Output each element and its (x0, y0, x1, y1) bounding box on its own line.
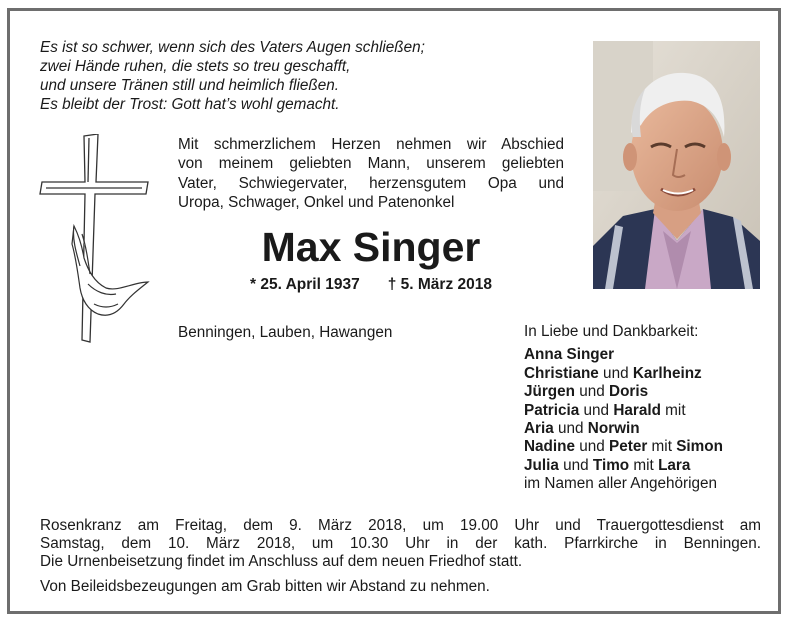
mourner-name: Doris (609, 383, 649, 401)
condolence-note: Von Beileidsbezeugungen am Grab bitten wir Abstand zu nehmen. (40, 578, 490, 595)
mourner-name: Karlheinz (632, 364, 702, 382)
birth-date: * 25. April 1937 (250, 276, 360, 293)
intro-line: Uropa, Schwager, Onkel und Patenonkel (178, 193, 455, 211)
mourner-connector: mit (647, 438, 677, 456)
mourner-connector: im Namen aller Angehörigen (524, 475, 718, 493)
mourner-name: Nadine (524, 438, 575, 456)
intro-line: Vater, Schwiegervater, herzensgutem Opa und (178, 174, 564, 192)
mourners-list (524, 323, 774, 494)
mourner-connector: und (579, 401, 614, 419)
mourner-name: Christiane (524, 364, 599, 382)
service-line: Die Urnenbeisetzung findet im Anschluss auf dem neuen Friedhof statt. (40, 553, 523, 571)
mourner-name: Norwin (587, 420, 640, 438)
mourner-row (524, 346, 774, 364)
intro-text (178, 135, 564, 212)
deceased-name: Max Singer (261, 224, 481, 270)
service-line: Rosenkranz am Freitag, dem 9. März 2018, um 19.00 Uhr und Trauergottesdienst am (40, 517, 761, 534)
mourner-connector: und (553, 420, 588, 438)
poem-line: zwei Hände ruhen, die stets so treu geschafft, (40, 58, 351, 75)
mourner-name: Aria (524, 420, 554, 438)
mourner-row (524, 438, 774, 456)
mourners-heading: In Liebe und Dankbarkeit: (524, 323, 699, 340)
mourner-connector: und (575, 383, 610, 401)
mourner-row (524, 402, 774, 420)
mourner-connector: mit (629, 456, 659, 474)
mourner-name: Julia (524, 456, 559, 474)
mourner-name: Timo (592, 456, 630, 474)
poem-line: Es bleibt der Trost: Gott hat’s wohl gemacht. (40, 96, 340, 113)
poem-line: Es ist so schwer, wenn sich des Vaters Augen schließen; (40, 39, 425, 56)
mourner-connector: und (558, 456, 593, 474)
cross-with-praying-hands-icon (38, 134, 150, 344)
mourner-name: Harald (613, 401, 661, 419)
intro-line: Mit schmerzlichem Herzen nehmen wir Abschied (178, 136, 564, 153)
mourner-row (524, 457, 774, 475)
mourner-name: Patricia (524, 401, 580, 419)
mourner-name: Anna Singer (524, 346, 615, 364)
poem (40, 38, 560, 114)
death-date: † 5. März 2018 (387, 276, 492, 293)
place-names: Benningen, Lauben, Hawangen (178, 324, 393, 341)
mourner-name: Simon (676, 438, 723, 456)
mourner-connector: und (575, 438, 610, 456)
mourner-name: Peter (609, 438, 648, 456)
service-line: Samstag, dem 10. März 2018, um 10.30 Uhr in der kath. Pfarrkirche in Benningen. (40, 535, 761, 553)
mourner-name: Jürgen (524, 383, 575, 401)
intro-line: von meinem geliebten Mann, unserem geliebten (178, 155, 564, 173)
service-info (40, 517, 761, 572)
mourner-row (524, 420, 774, 438)
mourner-row (524, 475, 774, 493)
life-dates (178, 275, 564, 295)
mourner-name: Lara (658, 456, 691, 474)
portrait-photo (593, 41, 760, 289)
mourner-row (524, 383, 774, 401)
mourner-row (524, 365, 774, 383)
poem-line: und unsere Tränen still und heimlich fließen. (40, 77, 340, 94)
mourner-connector: und (598, 364, 633, 382)
mourner-connector: mit (660, 401, 686, 419)
